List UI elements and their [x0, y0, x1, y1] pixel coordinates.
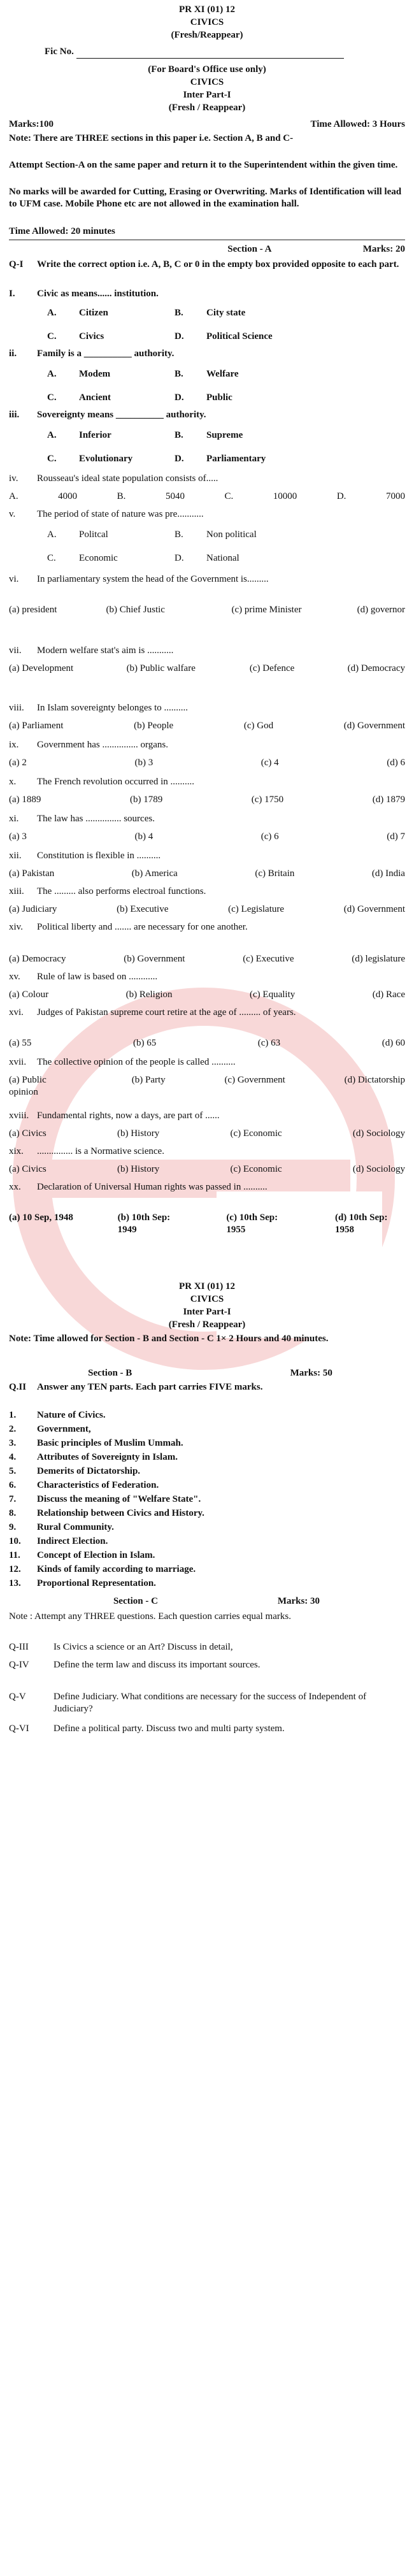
- paper-code-2: PR XI (01) 12: [179, 1281, 235, 1292]
- mcq-question: x. The French revolution occurred in ..........: [9, 777, 195, 787]
- list-item: 8. Relationship between Civics and History.: [9, 1508, 204, 1518]
- long-question: Q-IV Define the term law and discuss its important sources.: [9, 1660, 261, 1670]
- long-question: Q-VI Define a political party. Discuss two and multi party system.: [9, 1723, 285, 1734]
- list-item: 2. Government,: [9, 1424, 91, 1434]
- long-question: Q-III Is Civics a science or an Art? Discuss in detail,: [9, 1642, 233, 1652]
- section-c-marks: Marks: 30: [277, 1596, 320, 1606]
- list-item: 6. Characteristics of Federation.: [9, 1480, 159, 1490]
- section-b-instruction: Q.II Answer any TEN parts. Each part carries FIVE marks.: [9, 1382, 263, 1392]
- section-a-heading: [9, 243, 405, 255]
- note-attempt: Attempt Section-A on the same paper and return it to the Superintendent within the given time.: [9, 160, 398, 170]
- note-rules: No marks will be awarded for Cutting, Erasing or Overwriting. Marks of Identification will lead to UFM case. Mobile Phone etc are not allowed in the examination hall.: [9, 187, 402, 209]
- mcq-question: viii. In Islam sovereignty belonges to ..........: [9, 703, 189, 713]
- mcq-question: xv. Rule of law is based on ............: [9, 972, 158, 982]
- list-item: 4. Attributes of Sovereignty in Islam.: [9, 1452, 178, 1462]
- mcq-question: xvii. The collective opinion of the people is called ..........: [9, 1057, 236, 1067]
- time-section-a: Time Allowed: 20 minutes: [9, 226, 115, 236]
- mcq-question: v. The period of state of nature was pre...........: [9, 509, 204, 519]
- list-item: 5. Demerits of Dictatorship.: [9, 1466, 141, 1476]
- marks-time-row: [9, 119, 405, 131]
- mcq-options: (a) Civics (b) History (c) Economic (d) Sociology: [9, 1128, 405, 1139]
- mcq-question: xiii. The ......... also performs electroal functions.: [9, 886, 206, 896]
- exam-type-3: (Fresh / Reappear): [168, 1320, 246, 1330]
- mcq-options: (a) 1889 (b) 1789 (c) 1750 (d) 1879: [9, 795, 405, 805]
- list-item: 11. Concept of Election in Islam.: [9, 1550, 155, 1560]
- mcq-options: (a) Civics (b) History (c) Economic (d) Sociology: [9, 1164, 405, 1174]
- paper-code: PR XI (01) 12: [179, 4, 235, 15]
- mcq-options: (a) Colour (b) Religion (c) Equality (d) Race: [9, 989, 405, 1000]
- total-marks: Marks:100: [9, 119, 54, 129]
- section-c-title: Section - C: [113, 1596, 158, 1606]
- mcq-question: xi. The law has ............... sources.: [9, 814, 155, 824]
- mcq-question: vi. In parliamentary system the head of the Government is.........: [9, 574, 269, 584]
- mcq-question: ii. Family is a __________ authority.: [9, 349, 175, 359]
- part-title-2: Inter Part-I: [183, 1307, 231, 1317]
- note-sections: Note: There are THREE sections in this paper i.e. Section A, B and C-: [9, 133, 294, 143]
- part-title: Inter Part-I: [183, 90, 231, 100]
- subject-title-2: CIVICS: [190, 77, 224, 87]
- mcq-options: A. 4000 B. 5040 C. 10000 D. 7000: [9, 491, 405, 501]
- mcq-question: I. Civic as means...... institution.: [9, 289, 159, 299]
- section-b-marks: Marks: 50: [290, 1368, 332, 1378]
- mcq-options: (a) Development (b) Public walfare (c) Defence (d) Democracy: [9, 663, 405, 673]
- mcq-options: (a) Judiciary (b) Executive (c) Legislature (d) Government: [9, 904, 405, 914]
- mcq-options: (a) 10 Sep, 1948 (b) 10th Sep: 1949 (c) 10th Sep: 1955 (d) 10th Sep: 1958: [9, 1212, 388, 1235]
- mcq-options: (a) 55 (b) 65 (c) 63 (d) 60: [9, 1038, 405, 1048]
- mcq-options: (a) 2 (b) 3 (c) 4 (d) 6: [9, 758, 405, 768]
- mcq-options: (a) Parliament (b) People (c) God (d) Government: [9, 721, 405, 731]
- mcq-question: iv. Rousseau's ideal state population consists of.....: [9, 473, 218, 484]
- mcq-options: A. Politcal B. Non political C. Economic D. National: [47, 529, 257, 563]
- list-item: 3. Basic principles of Muslim Ummah.: [9, 1438, 183, 1448]
- time-note: Note: Time allowed for Section - B and Section - C 1× 2 Hours and 40 minutes.: [9, 1334, 329, 1344]
- subject-title-3: CIVICS: [190, 1294, 224, 1304]
- office-use: (For Board's Office use only): [148, 64, 266, 75]
- list-item: 1. Nature of Civics.: [9, 1410, 106, 1420]
- list-item: 9. Rural Community.: [9, 1522, 114, 1532]
- mcq-question: xiv. Political liberty and ....... are necessary for one another.: [9, 922, 248, 932]
- mcq-question: xii. Constitution is flexible in ..........: [9, 851, 161, 861]
- mcq-options: A. Citizen B. City state C. Civics D. Political Science: [47, 308, 273, 342]
- list-item: 13. Proportional Representation.: [9, 1578, 156, 1588]
- list-item: 10. Indirect Election.: [9, 1536, 108, 1546]
- list-item: 7. Discuss the meaning of "Welfare State".: [9, 1494, 201, 1504]
- mcq-question: ix. Government has ............... organs.: [9, 740, 168, 750]
- subject-title: CIVICS: [190, 17, 224, 27]
- section-a-instruction: Q-I Write the correct option i.e. A, B, C or 0 in the empty box provided opposite to each part.: [9, 259, 399, 270]
- mcq-question: xx. Declaration of Universal Human rights was passed in ..........: [9, 1182, 268, 1192]
- mcq-options: (a) president (b) Chief Justic (c) prime Minister (d) governor: [9, 605, 405, 615]
- exam-type-2: (Fresh / Reappear): [168, 103, 246, 113]
- long-question: Q-V Define Judiciary. What conditions are necessary for the success of Independent of Judiciary?: [9, 1692, 367, 1714]
- mcq-question: xvi. Judges of Pakistan supreme court retire at the age of ......... of years.: [9, 1007, 296, 1018]
- section-b-heading: [9, 1367, 405, 1379]
- section-b-title: Section - B: [88, 1368, 132, 1378]
- fic-blank: [76, 46, 344, 59]
- section-c-note: Note : Attempt any THREE questions. Each question carries equal marks.: [9, 1611, 291, 1622]
- mcq-question: xviii. Fundamental rights, now a days, are part of ......: [9, 1111, 220, 1121]
- section-a-marks: Marks: 20: [362, 244, 405, 254]
- total-time: Time Allowed: 3 Hours: [310, 119, 405, 129]
- section-b-list: [9, 1409, 405, 1592]
- mcq-options: (a) Pakistan (b) America (c) Britain (d) India: [9, 868, 405, 879]
- mcq-options: (a) 3 (b) 4 (c) 6 (d) 7: [9, 831, 405, 842]
- fic-number: [45, 46, 363, 59]
- section-c-heading: [9, 1595, 405, 1608]
- mcq-options: A. Inferior B. Supreme C. Evolutionary D. Parliamentary: [47, 430, 266, 464]
- exam-type: (Fresh/Reappear): [171, 30, 243, 40]
- mcq-question: vii. Modern welfare stat's aim is ...........: [9, 645, 174, 656]
- list-item: 12. Kinds of family according to marriage.: [9, 1564, 196, 1574]
- mcq-options: (a) Public opinion (b) Party (c) Government (d) Dictatorship: [9, 1075, 405, 1097]
- section-a-title: Section - A: [227, 244, 272, 254]
- mcq-options: (a) Democracy (b) Government (c) Executive (d) legislature: [9, 954, 405, 964]
- mcq-options: A. Modem B. Welfare C. Ancient D. Public: [47, 369, 239, 403]
- fic-label: Fic No.: [45, 47, 74, 57]
- mcq-question: iii. Sovereignty means __________ authority.: [9, 410, 206, 420]
- mcq-question: xix. ............... is a Normative science.: [9, 1146, 164, 1156]
